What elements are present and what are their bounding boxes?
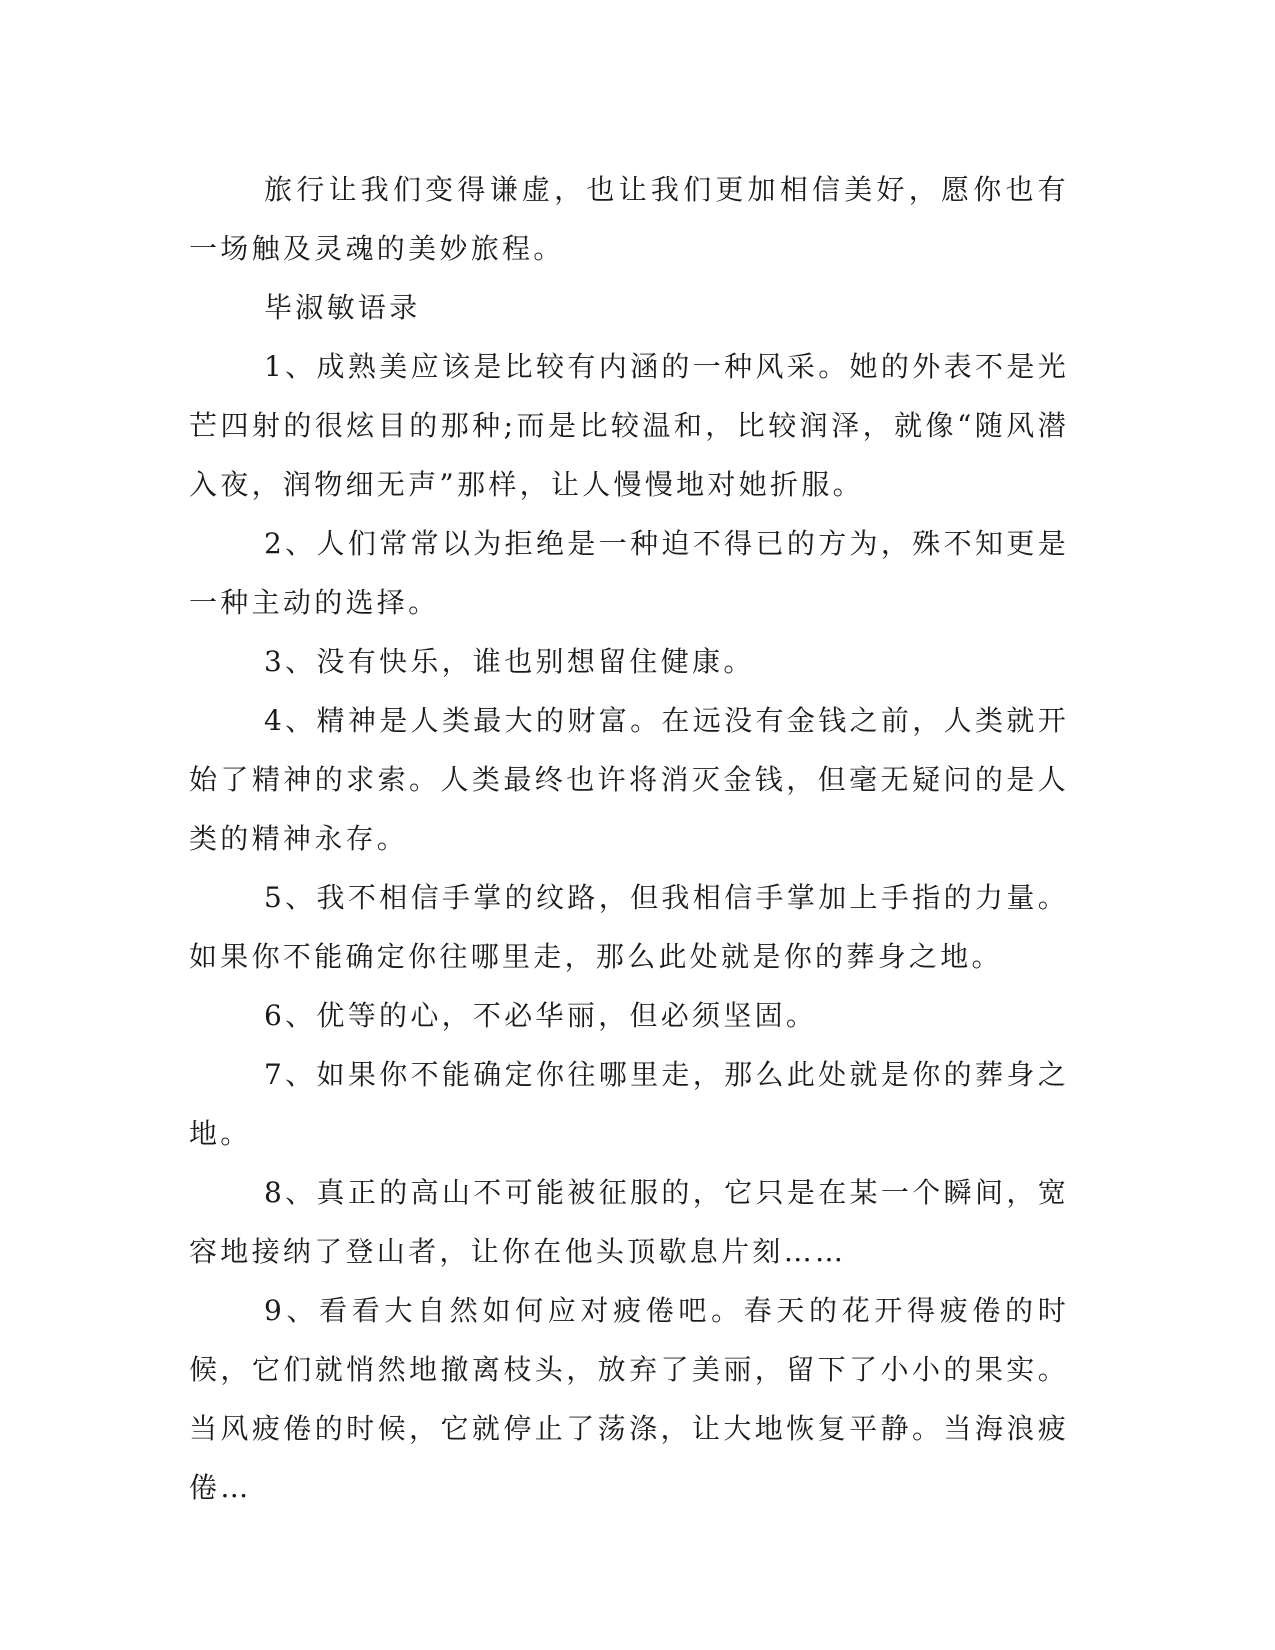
quote-9: 9、看看大自然如何应对疲倦吧。春天的花开得疲倦的时候，它们就悄然地撤离枝头，放弃了美丽，留下了小小的果实。当风疲倦的时候，它就停止了荡涤，让大地恢复平静。当海浪疲倦… [189, 1294, 1069, 1504]
document-body [189, 160, 1069, 1517]
quote-8: 8、真正的高山不可能被征服的，它只是在某一个瞬间，宽容地接纳了登山者，让你在他头顶歇息片刻…… [189, 1176, 1069, 1268]
quote-6: 6、优等的心，不必华丽，但必须坚固。 [264, 999, 818, 1032]
quote-7: 7、如果你不能确定你往哪里走，那么此处就是你的葬身之地。 [189, 1058, 1069, 1150]
quote-3: 3、没有快乐，谁也别想留住健康。 [264, 645, 755, 678]
quote-1: 1、成熟美应该是比较有内涵的一种风采。她的外表不是光芒四射的很炫目的那种;而是比较温和，比较润泽，就像“随风潜入夜，润物细无声”那样，让人慢慢地对她折服。 [189, 350, 1069, 501]
paragraph-travel: 旅行让我们变得谦虚，也让我们更加相信美好，愿你也有一场触及灵魂的美妙旅程。 [189, 173, 1069, 265]
quote-2: 2、人们常常以为拒绝是一种迫不得已的方为，殊不知更是一种主动的选择。 [189, 527, 1069, 619]
section-heading: 毕淑敏语录 [264, 291, 421, 324]
quote-5: 5、我不相信手掌的纹路，但我相信手掌加上手指的力量。如果你不能确定你往哪里走，那么此处就是你的葬身之地。 [189, 881, 1069, 973]
quote-4: 4、精神是人类最大的财富。在远没有金钱之前，人类就开始了精神的求索。人类最终也许将消灭金钱，但毫无疑问的是人类的精神永存。 [189, 704, 1069, 855]
